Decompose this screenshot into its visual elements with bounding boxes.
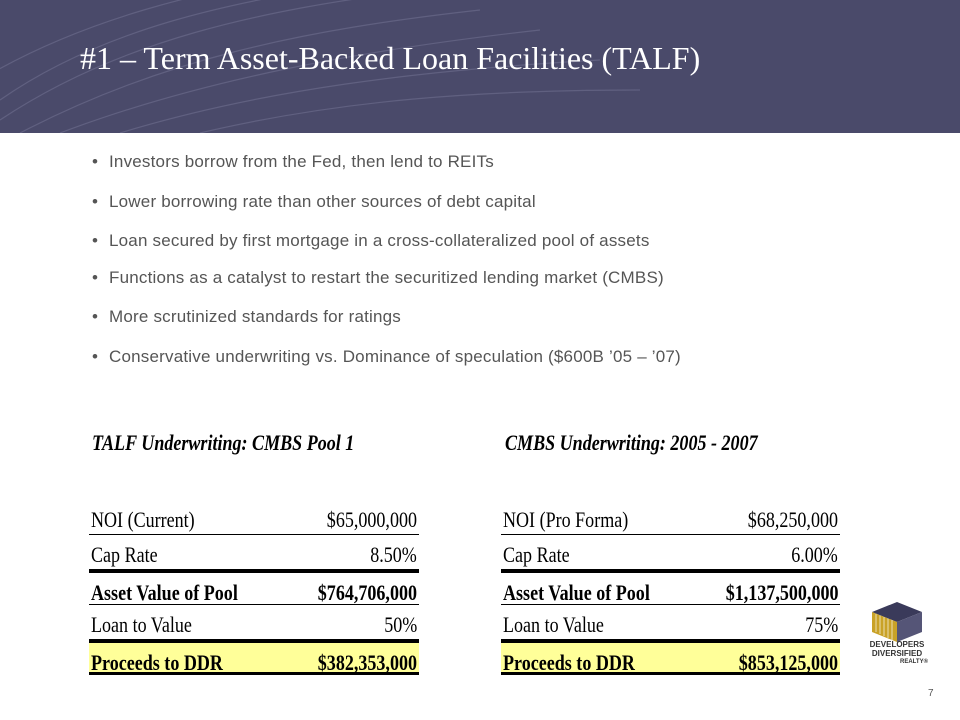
- row-label: NOI (Current): [91, 507, 195, 532]
- logo-line: DEVELOPERS: [869, 640, 925, 649]
- row-label: NOI (Pro Forma): [503, 507, 629, 532]
- logo-line: DIVERSIFIED: [871, 649, 923, 658]
- bullet-item: • Conservative underwriting vs. Dominance of speculation ($600B ’05 – ’07): [92, 347, 681, 377]
- row-value: $853,125,000: [738, 650, 838, 675]
- bullet-item: • Functions as a catalyst to restart the securitized lending market (CMBS): [92, 268, 681, 307]
- table-title: CMBS Underwriting: 2005 - 2007: [505, 430, 758, 455]
- table-row: [501, 500, 840, 535]
- row-label: Loan to Value: [503, 612, 604, 637]
- page-number: 7: [928, 688, 934, 699]
- row-value: $764,706,000: [317, 580, 417, 605]
- row-value: 50%: [383, 612, 417, 637]
- bullet-list: [92, 152, 681, 377]
- logo-line: REALTY®: [900, 659, 928, 665]
- slide-header: [0, 0, 960, 133]
- row-label: Asset Value of Pool: [91, 580, 238, 605]
- table-row: [89, 570, 419, 605]
- row-label: Proceeds to DDR: [91, 650, 223, 675]
- ddr-logo-text: [852, 640, 942, 667]
- row-value: 75%: [804, 612, 838, 637]
- bullet-item: • Loan secured by first mortgage in a cross-collateralized pool of assets: [92, 231, 681, 268]
- table-row: [89, 500, 419, 535]
- table-row: [501, 570, 840, 605]
- row-value: $382,353,000: [317, 650, 417, 675]
- table-row: [89, 535, 419, 570]
- table-row-highlighted: [89, 640, 419, 675]
- row-value: 8.50%: [370, 542, 417, 567]
- row-value: $1,137,500,000: [725, 580, 838, 605]
- table-row: [501, 535, 840, 570]
- row-label: Cap Rate: [91, 542, 158, 567]
- slide-title: #1 – Term Asset-Backed Loan Facilities (TALF): [80, 40, 701, 76]
- ddr-logo-icon: [862, 602, 932, 642]
- bullet-item: • Lower borrowing rate than other sources of debt capital: [92, 192, 681, 231]
- row-label: Proceeds to DDR: [503, 650, 635, 675]
- row-label: Loan to Value: [91, 612, 192, 637]
- row-value: 6.00%: [791, 542, 838, 567]
- row-value: $68,250,000: [747, 507, 838, 532]
- bullet-item: • More scrutinized standards for ratings: [92, 307, 681, 347]
- row-label: Asset Value of Pool: [503, 580, 650, 605]
- row-label: Cap Rate: [503, 542, 570, 567]
- table-row: [501, 605, 840, 640]
- bullet-item: • Investors borrow from the Fed, then lend to REITs: [92, 152, 681, 192]
- row-value: $65,000,000: [326, 507, 417, 532]
- table-row: [89, 605, 419, 640]
- table-title: TALF Underwriting: CMBS Pool 1: [92, 430, 355, 455]
- table-row-highlighted: [501, 640, 840, 675]
